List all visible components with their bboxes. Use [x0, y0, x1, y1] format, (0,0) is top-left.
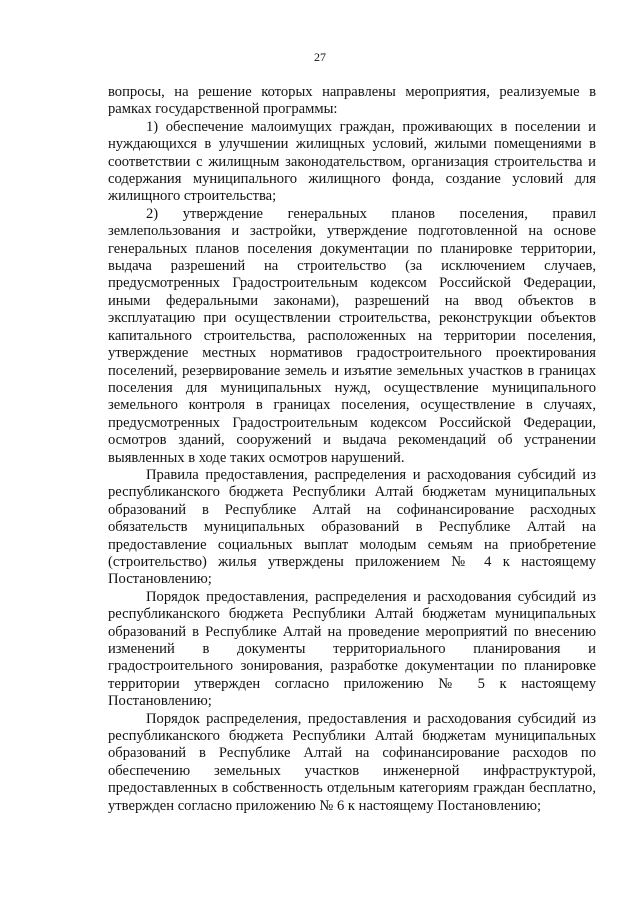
paragraph-rules-appendix-4: Правила предоставления, распределения и расходования субсидий из республиканского бюджета Республики Алтай бюджетам муниципальных образований в Республике Алтай на софинансирование расходных обязательств муниципальных образований в Республике Алтай на предоставление социальных выплат молодым семьям на приобретение (строительство) жилья утверждены приложением № 4 к настоящему Постановлению;: [108, 466, 596, 588]
paragraph-procedure-appendix-5: Порядок предоставления, распределения и расходования субсидий из республиканского бюджета Республики Алтай бюджетам муниципальных образований в Республике Алтай на проведение мероприятий по внесению изменений в документы территориального планирования и градостроительного зонирования, разработке документации по планировке территории утвержден согласно приложению № 5 к настоящему Постановлению;: [108, 588, 596, 710]
page-number: 27: [314, 50, 326, 64]
paragraph-item-1: 1) обеспечение малоимущих граждан, проживающих в поселении и нуждающихся в улучшении жилищных условий, жилыми помещениями в соответствии с жилищным законодательством, организация строительства и содержания муниципального жилищного фонда, создание условий для жилищного строительства;: [108, 118, 596, 205]
paragraph-item-2: 2) утверждение генеральных планов поселения, правил землепользования и застройки, утверждение подготовленной на основе генеральных планов поселения документации по планировке территории, выдача разрешений на строительство (за исключением случаев, предусмотренных Градостроительным кодексом Российской Федерации, иными федеральными законами), разрешений на ввод объектов в эксплуатацию при осуществлении строительства, реконструкции объектов капитального строительства, расположенных на территории поселения, утверждение местных нормативов градостроительного проектирования поселений, резервирование земель и изъятие земельных участков в границах поселения для муниципальных нужд, осуществление муниципального земельного контроля в границах поселения, осуществление в случаях, предусмотренных Градостроительным кодексом Российской Федерации, осмотров зданий, сооружений и выдача рекомендаций об устранении выявленных в ходе таких осмотров нарушений.: [108, 205, 596, 466]
paragraph-intro: вопросы, на решение которых направлены мероприятия, реализуемые в рамках государственной программы:: [108, 84, 596, 118]
body-text: [108, 84, 596, 815]
paragraph-procedure-appendix-6: Порядок распределения, предоставления и расходования субсидий из республиканского бюджета Республики Алтай бюджетам муниципальных образований в Республике Алтай на софинансирование расходов по обеспечению земельных участков инженерной инфраструктурой, предоставленных в собственность отдельным категориям граждан бесплатно, утвержден согласно приложению № 6 к настоящему Постановлению;: [108, 710, 596, 814]
